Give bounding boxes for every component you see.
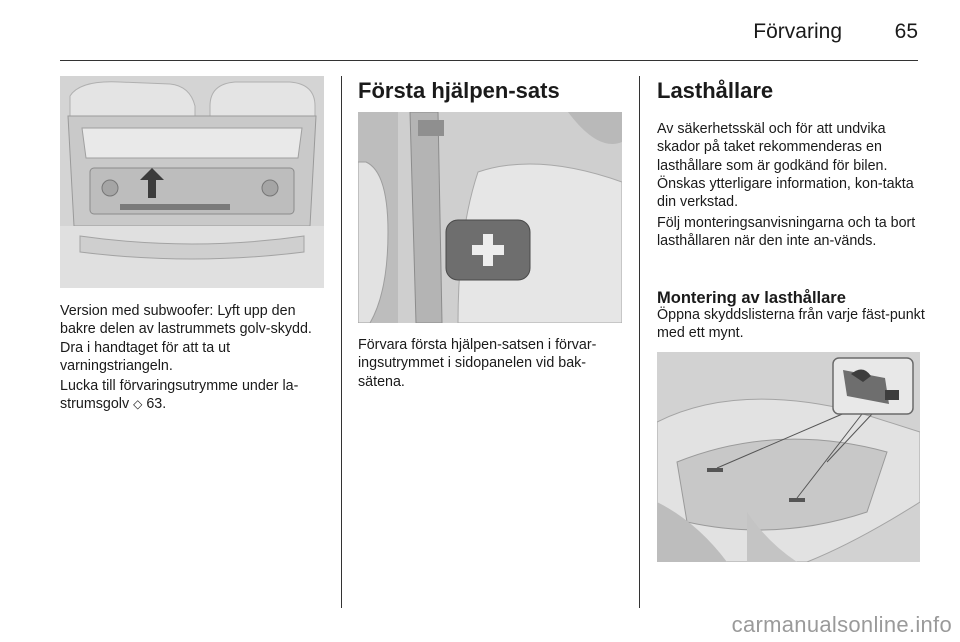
trunk-floor-paragraph: Version med subwoofer: Lyft upp den bakre delen av lastrummets golv-skydd. Dra i handtaget för att ta ut varningstriangeln. <box>60 303 312 374</box>
roof-rack-paragraph: Av säkerhetsskäl och för att undvika skador på taket rekommenderas en lasthållare som är godkänd för bilen. Önskas ytterligare information, kon-takta din verkstad. <box>657 121 914 211</box>
trunk-floor-drawing <box>60 76 324 288</box>
column-divider-2 <box>639 76 640 608</box>
page-title: Förvaring <box>753 20 842 43</box>
roof-rack-mounting-paragraph: Öppna skyddslisterna från varje fäst-punkt med ett mynt. <box>657 307 925 342</box>
page-header <box>0 0 960 64</box>
xref-page-link[interactable]: 63. <box>146 396 167 413</box>
arrow-reference-icon: ◇ <box>133 397 143 412</box>
trunk-storage-text: Lucka till förvaringsutrymme under la-strumsgolv <box>60 378 299 413</box>
first-aid-paragraph: Förvara första hjälpen-satsen i förvar-ingsutrymmet i sidopanelen vid bak-sätena. <box>358 337 597 390</box>
roof-rack-mounting-illustration <box>657 352 920 562</box>
roof-mounting-drawing <box>657 352 920 562</box>
first-aid-heading: Första hjälpen-sats <box>358 78 560 103</box>
header-rule <box>60 60 918 61</box>
page-number: 65 <box>894 20 918 43</box>
roof-rack-mounting-heading: Montering av lasthållare <box>657 289 846 307</box>
first-aid-kit-drawing <box>358 112 622 323</box>
roof-rack-heading: Lasthållare <box>657 78 774 103</box>
trunk-storage-paragraph <box>60 377 328 414</box>
watermark: carmanualsonline.info <box>731 612 952 637</box>
column-divider-1 <box>341 76 342 608</box>
trunk-floor-illustration <box>60 76 324 288</box>
first-aid-kit-illustration <box>358 112 622 323</box>
roof-rack-instructions-paragraph: Följ monteringsanvisningarna och ta bort lasthållaren när den inte an-vänds. <box>657 215 916 250</box>
